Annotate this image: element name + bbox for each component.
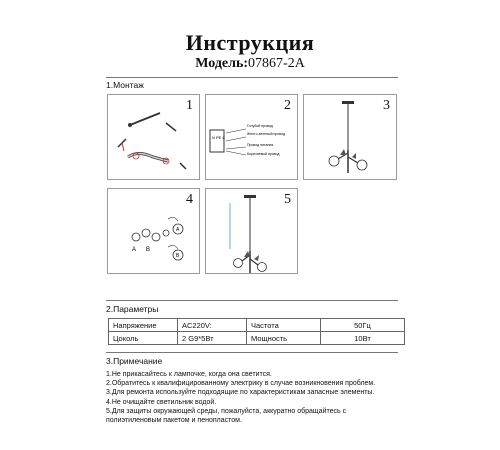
- wire-label: Провод питания: [247, 143, 274, 147]
- label-b: B: [176, 253, 180, 259]
- panel-number: 4: [186, 192, 193, 207]
- wire-label: Желто-зеленый провод: [247, 132, 286, 136]
- wire-label: Коричневый провод: [247, 152, 280, 156]
- table-cell: Цоколь: [109, 332, 178, 345]
- bulb-installation-illustration: [108, 189, 201, 275]
- table-cell: Напряжение: [109, 319, 178, 332]
- table-cell: AC220V:: [178, 319, 247, 332]
- divider: [106, 300, 398, 301]
- model-label: Модель:: [195, 56, 249, 71]
- model-value: 07867-2A: [248, 56, 305, 71]
- section-params-heading: 2.Параметры: [106, 304, 159, 314]
- panel-step-4: [107, 188, 200, 274]
- panel-step-1: [107, 94, 200, 180]
- note-item: 5.Для защиты окружающей среды, пожалуйста, аккуратно обращайтесь с: [106, 407, 347, 415]
- table-row: [109, 332, 405, 345]
- mounting-bracket-illustration: [108, 95, 201, 181]
- wire-label: Голубой провод: [247, 124, 273, 128]
- note-item: 2.Обратитесь к квалифицированному электрику в случае возникновения проблем.: [106, 380, 376, 388]
- label-a: A: [132, 247, 137, 253]
- table-cell: 50Гц: [321, 319, 405, 332]
- panel-number: 5: [284, 192, 291, 207]
- note-item: 3.Для ремонта используйте подходящие по характеристикам запасные элементы.: [106, 389, 375, 397]
- table-row: [109, 319, 405, 332]
- notes-list: [106, 370, 401, 425]
- section-mounting-heading: 1.Монтаж: [106, 80, 144, 90]
- table-cell: 2 G9*5Вт: [178, 332, 247, 345]
- table-cell: 10Вт: [321, 332, 405, 345]
- note-item: 1.Не прикасайтесь к лампочке, когда она светится.: [106, 371, 272, 378]
- panel-step-5: [205, 188, 298, 274]
- model-line: [0, 56, 500, 72]
- document-title: Инструкция: [185, 30, 315, 55]
- label-b: B: [146, 247, 151, 253]
- height-adjustment-illustration: [206, 189, 299, 275]
- panel-number: 2: [284, 98, 291, 113]
- panel-step-2: [205, 94, 298, 180]
- section-notes-heading: 3.Примечание: [106, 356, 163, 366]
- table-cell: Мощность: [247, 332, 321, 345]
- divider: [106, 352, 398, 353]
- note-item: 4.Не очищайте светильник водой.: [106, 398, 217, 406]
- panel-step-3: [303, 94, 397, 180]
- wiring-diagram: [206, 95, 299, 181]
- note-item: полиэтиленовым пакетом и пенопластом.: [106, 417, 242, 425]
- parameters-table: [108, 318, 405, 345]
- label-a: A: [176, 227, 180, 233]
- assembled-lamp-illustration: [304, 95, 398, 181]
- panel-number: 1: [186, 98, 193, 113]
- terminal-box-label: N PE L: [212, 135, 225, 140]
- table-cell: Частота: [247, 319, 321, 332]
- divider: [106, 77, 398, 78]
- panel-number: 3: [383, 98, 390, 113]
